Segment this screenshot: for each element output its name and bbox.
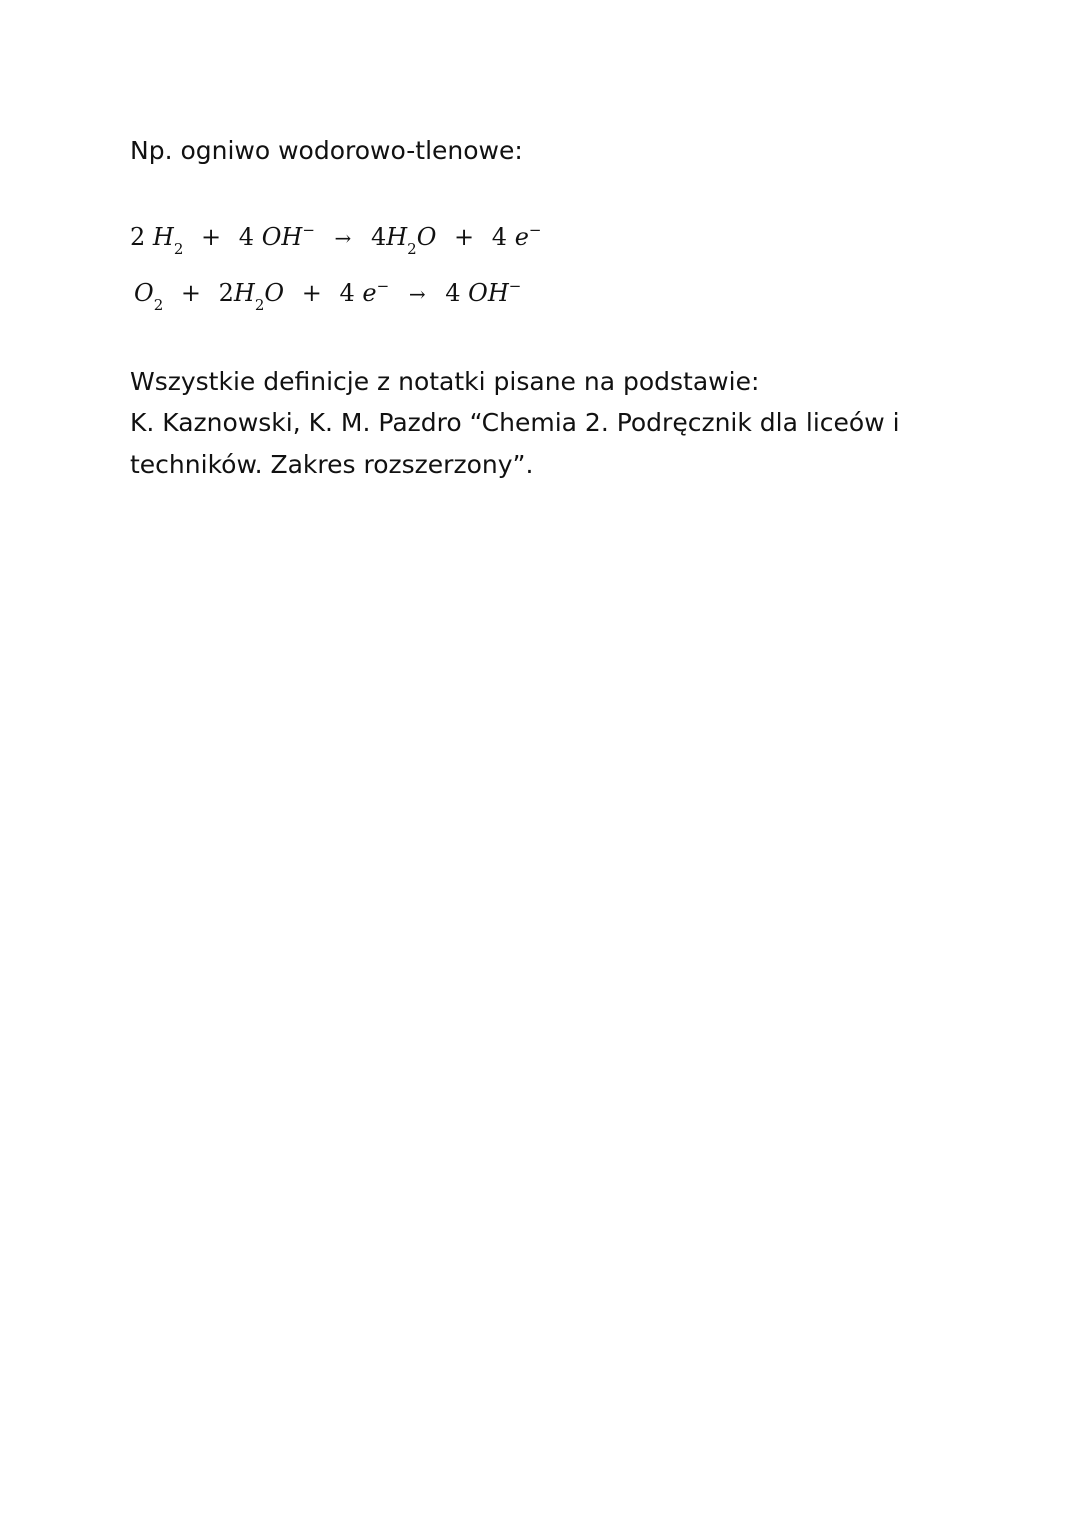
- reaction-arrow: →: [408, 282, 426, 306]
- coefficient: 2: [218, 279, 234, 307]
- formula-water: $H_2O$: [386, 223, 437, 258]
- plus-sign: +: [301, 279, 322, 307]
- source-citation-line-1: K. Kaznowski, K. M. Pazdro “Chemia 2. Podręcznik dla liceów i: [130, 408, 900, 437]
- coefficient: 2: [130, 223, 146, 251]
- reaction-arrow: →: [334, 226, 352, 250]
- formula-hydroxide: OH−: [261, 221, 315, 251]
- plus-sign: +: [454, 223, 475, 251]
- formula-h2: $H_2$: [152, 223, 184, 258]
- plus-sign: +: [201, 223, 222, 251]
- coefficient: 4: [238, 223, 255, 251]
- formula-o2: $O_2$: [134, 279, 164, 314]
- source-intro: Wszystkie definicje z notatki pisane na podstawie:: [130, 367, 760, 396]
- formula-hydroxide: OH−: [468, 277, 522, 307]
- source-citation-line-2: techników. Zakres rozszerzony”.: [130, 450, 534, 479]
- formula-electron: e−: [514, 221, 542, 251]
- coefficient: 4: [370, 223, 387, 251]
- equation-anode: [130, 221, 542, 258]
- plus-sign: +: [180, 279, 201, 307]
- coefficient: 4: [445, 279, 461, 307]
- formula-electron: e−: [362, 277, 390, 307]
- equation-cathode: [134, 277, 522, 314]
- example-heading: Np. ogniwo wodorowo-tlenowe:: [130, 136, 523, 165]
- formula-water: $H_2O$: [233, 279, 285, 314]
- coefficient: 4: [339, 279, 355, 307]
- coefficient: 4: [491, 223, 508, 251]
